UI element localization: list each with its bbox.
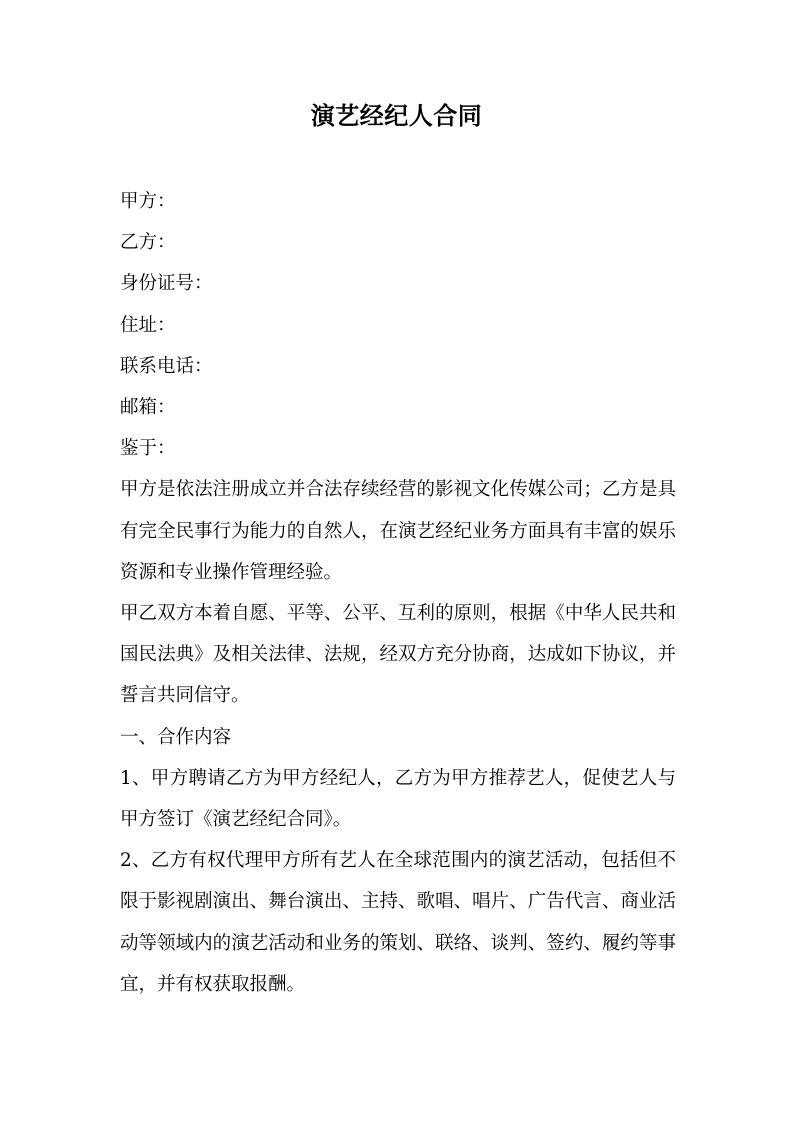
recital-paragraph-1: 甲方是依法注册成立并合法存续经营的影视文化传媒公司；乙方是具有完全民事行为能力的自然人，在演艺经纪业务方面具有丰富的娱乐资源和专业操作管理经验。: [120, 479, 676, 583]
party-a-field: 甲方：: [120, 191, 176, 212]
recital-paragraph-2: 甲乙双方本着自愿、平等、公平、互利的原则，根据《中华人民共和国民法典》及相关法律、法规，经双方充分协商，达成如下协议，并誓言共同信守。: [120, 603, 676, 707]
whereas-label: 鉴于：: [120, 438, 176, 460]
clause-1: 1、甲方聘请乙方为甲方经纪人，乙方为甲方推荐艺人，促使艺人与甲方签订《演艺经纪合同》。: [120, 767, 676, 831]
id-number-field: 身份证号：: [120, 273, 213, 295]
document-body: [120, 181, 676, 1005]
email-field: 邮箱：: [120, 397, 176, 419]
party-b-field: 乙方：: [120, 232, 176, 254]
document-title: 演艺经纪人合同: [310, 101, 483, 130]
section-heading-1: 一、合作内容: [120, 726, 232, 748]
address-field: 住址：: [120, 314, 176, 336]
clause-2: 2、乙方有权代理甲方所有艺人在全球范围内的演艺活动，包括但不限于影视剧演出、舞台演出、主持、歌唱、唱片、广告代言、商业活动等领域内的演艺活动和业务的策划、联络、谈判、签约、履约等事宜，并有权获取报酬。: [120, 850, 676, 995]
phone-field: 联系电话：: [120, 355, 213, 377]
